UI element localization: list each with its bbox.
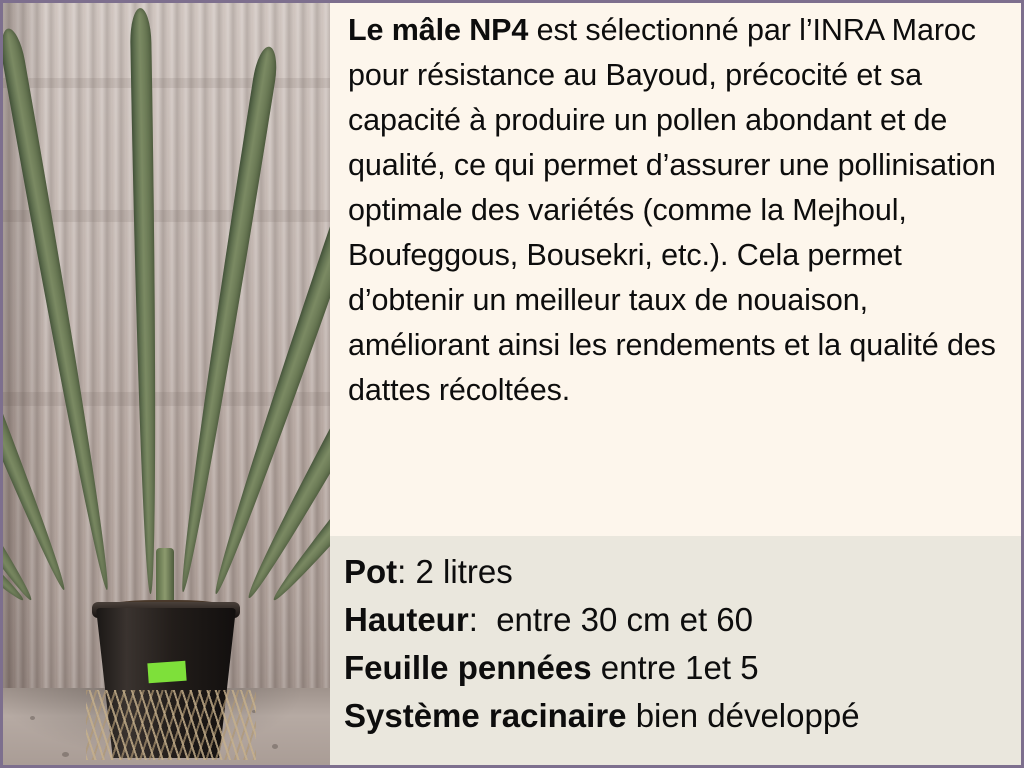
spec-row-systeme-racinaire [344, 694, 1006, 739]
specs-panel [330, 536, 1024, 768]
exposed-roots [86, 690, 256, 760]
spec-separator: : [397, 553, 416, 590]
spec-separator [592, 649, 601, 686]
plant-photo [0, 0, 330, 768]
wall-band [0, 78, 330, 88]
spec-value: entre 1et 5 [600, 648, 759, 686]
spec-value: bien développé [635, 696, 860, 734]
description-lead: Le mâle NP4 [348, 13, 529, 47]
spec-row-hauteur [344, 598, 1006, 643]
description-paragraph [348, 8, 1002, 413]
description-panel [330, 0, 1024, 536]
spec-row-feuille-pennees [344, 646, 1006, 691]
floor-speck [62, 752, 69, 757]
spec-key: Hauteur [344, 600, 469, 638]
spec-value: 2 litres [415, 553, 513, 590]
spec-value: entre 30 cm et 60 [496, 600, 754, 638]
description-body: est sélectionné par l’INRA Maroc pour résistance au Bayoud, précocité et sa capacité à produire un pollen abondant et de qualité, ce qui permet d’assurer une pollinisation optimale des variétés (comme la Mejhoul, Boufeggous, Bousekri, etc.). Cela permet d’obtenir un meilleur taux de nouaison, améliorant ainsi les rendements et la qualité des dattes récoltées. [348, 13, 996, 407]
spec-separator [627, 697, 636, 734]
floor-speck [30, 716, 35, 720]
floor-speck [272, 744, 278, 749]
green-label-tag [147, 661, 186, 684]
spec-row-pot [344, 550, 1006, 595]
spec-key: Système racinaire [344, 696, 627, 734]
spec-key: Feuille pennées [344, 648, 592, 686]
spec-key: Pot [344, 553, 398, 590]
spec-separator: : [468, 600, 497, 638]
